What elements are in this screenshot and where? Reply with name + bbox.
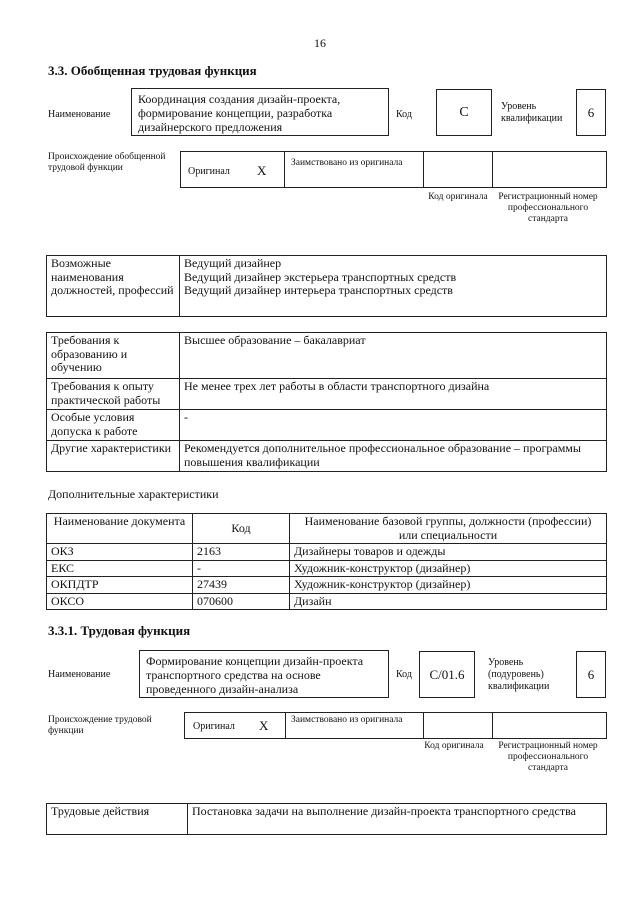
- level-box: [576, 89, 606, 136]
- table-row: [47, 544, 607, 561]
- additional-header-row: [47, 514, 607, 544]
- subsection-title: 3.3.1. Трудовая функция: [48, 623, 191, 638]
- page-number: 16: [314, 36, 326, 50]
- labor-action-row: [47, 804, 607, 835]
- row-code: -: [193, 560, 290, 577]
- row-doc: ОКЗ: [47, 544, 193, 561]
- labor-actions-value: Постановка задачи на выполнение дизайн-проекта транспортного средства: [188, 804, 607, 835]
- origin-divider-2: [423, 152, 424, 187]
- code-value: C: [459, 104, 469, 120]
- sub-orig-code-label: Код оригинала: [424, 741, 484, 751]
- sub-name-label: Наименование: [48, 669, 111, 680]
- row-code: 27439: [193, 577, 290, 594]
- table-row: [47, 560, 607, 577]
- sub-original-mark: X: [259, 718, 269, 733]
- row-code: 2163: [193, 544, 290, 561]
- orig-code-label: Код оригинала: [428, 192, 488, 202]
- row-group: Художник-конструктор (дизайнер): [290, 560, 607, 577]
- row-group: Художник-конструктор (дизайнер): [290, 577, 607, 594]
- table-row: [47, 593, 607, 610]
- sub-function-name-value: Формирование концепции дизайн-проекта транспортного средства на основе проведенного дизайн-анализа: [146, 654, 364, 696]
- original-mark: X: [257, 163, 267, 178]
- borrowed-label: Заимствовано из оригинала: [291, 158, 403, 168]
- sub-function-name-box: [139, 650, 389, 698]
- origin-divider-3: [492, 152, 493, 187]
- row-doc: ОКСО: [47, 593, 193, 610]
- requirement-row: [47, 441, 607, 472]
- sub-level-box: [576, 651, 606, 698]
- additional-title: Дополнительные характеристики: [48, 487, 219, 501]
- requirements-table: [46, 332, 607, 472]
- requirement-value: Не менее трех лет работы в области транспортного дизайна: [180, 379, 607, 410]
- positions-label: Возможные наименования должностей, профессий: [47, 256, 180, 317]
- sub-level-value: 6: [587, 666, 595, 682]
- position-item: Ведущий дизайнер экстерьера транспортных средств: [184, 269, 457, 284]
- requirement-row: [47, 333, 607, 379]
- sub-original-label: Оригинал: [193, 721, 235, 732]
- sub-origin-label: Происхождение трудовой функции: [48, 715, 152, 736]
- section-title: 3.3. Обобщенная трудовая функция: [48, 63, 257, 78]
- origin-box: [180, 151, 607, 188]
- position-item: Ведущий дизайнер интерьера транспортных средств: [184, 283, 453, 297]
- sub-borrowed-label: Заимствовано из оригинала: [291, 715, 403, 725]
- requirement-row: [47, 379, 607, 410]
- position-item: Ведущий дизайнер: [184, 256, 282, 270]
- additional-table: [46, 513, 607, 610]
- requirement-value: Высшее образование – бакалавриат: [180, 333, 607, 379]
- origin-label: Происхождение обобщенной трудовой функции: [48, 152, 166, 173]
- positions-values: [180, 256, 607, 317]
- code-label: Код: [396, 109, 412, 120]
- sub-code-box: [419, 651, 475, 698]
- requirement-row: [47, 410, 607, 441]
- labor-actions-label: Трудовые действия: [47, 804, 188, 835]
- positions-row: [47, 256, 607, 317]
- sub-code-label: Код: [396, 669, 412, 680]
- requirement-label: Особые условия допуска к работе: [47, 410, 180, 441]
- requirement-value: Рекомендуется дополнительное профессиональное образование – программы повышения квалификации: [180, 441, 607, 472]
- row-code: 070600: [193, 593, 290, 610]
- requirement-value: -: [180, 410, 607, 441]
- labor-actions-table: [46, 803, 607, 835]
- positions-table: [46, 255, 607, 317]
- sub-reg-number-label: Регистрационный номер профессионального стандарта: [498, 741, 598, 773]
- code-box: [436, 89, 492, 136]
- sub-origin-divider-2: [423, 713, 424, 738]
- name-label: Наименование: [48, 109, 111, 120]
- function-name-value: Координация создания дизайн-проекта, формирование концепции, разработка дизайнерского предложения: [138, 92, 341, 134]
- header-doc: Наименование документа: [47, 514, 193, 544]
- row-doc: ОКПДТР: [47, 577, 193, 594]
- table-row: [47, 577, 607, 594]
- level-label: Уровень квалификации: [501, 101, 563, 124]
- requirement-label: Требования к образованию и обучению: [47, 333, 180, 379]
- requirement-label: Другие характеристики: [47, 441, 180, 472]
- sub-level-label: Уровень (подуровень) квалификации: [488, 657, 550, 692]
- row-group: Дизайн: [290, 593, 607, 610]
- header-group: Наименование базовой группы, должности (профессии) или специальности: [290, 514, 607, 544]
- sub-origin-divider-3: [492, 713, 493, 738]
- origin-divider-1: [284, 152, 285, 187]
- sub-code-value: C/01.6: [429, 666, 465, 682]
- level-value: 6: [587, 104, 595, 120]
- sub-origin-box: [184, 712, 607, 739]
- row-doc: ЕКС: [47, 560, 193, 577]
- original-label: Оригинал: [188, 166, 230, 177]
- function-name-box: [131, 88, 389, 136]
- requirement-label: Требования к опыту практической работы: [47, 379, 180, 410]
- reg-number-label: Регистрационный номер профессионального стандарта: [498, 192, 598, 224]
- header-code: Код: [193, 514, 290, 544]
- sub-origin-divider-1: [285, 713, 286, 738]
- row-group: Дизайнеры товаров и одежды: [290, 544, 607, 561]
